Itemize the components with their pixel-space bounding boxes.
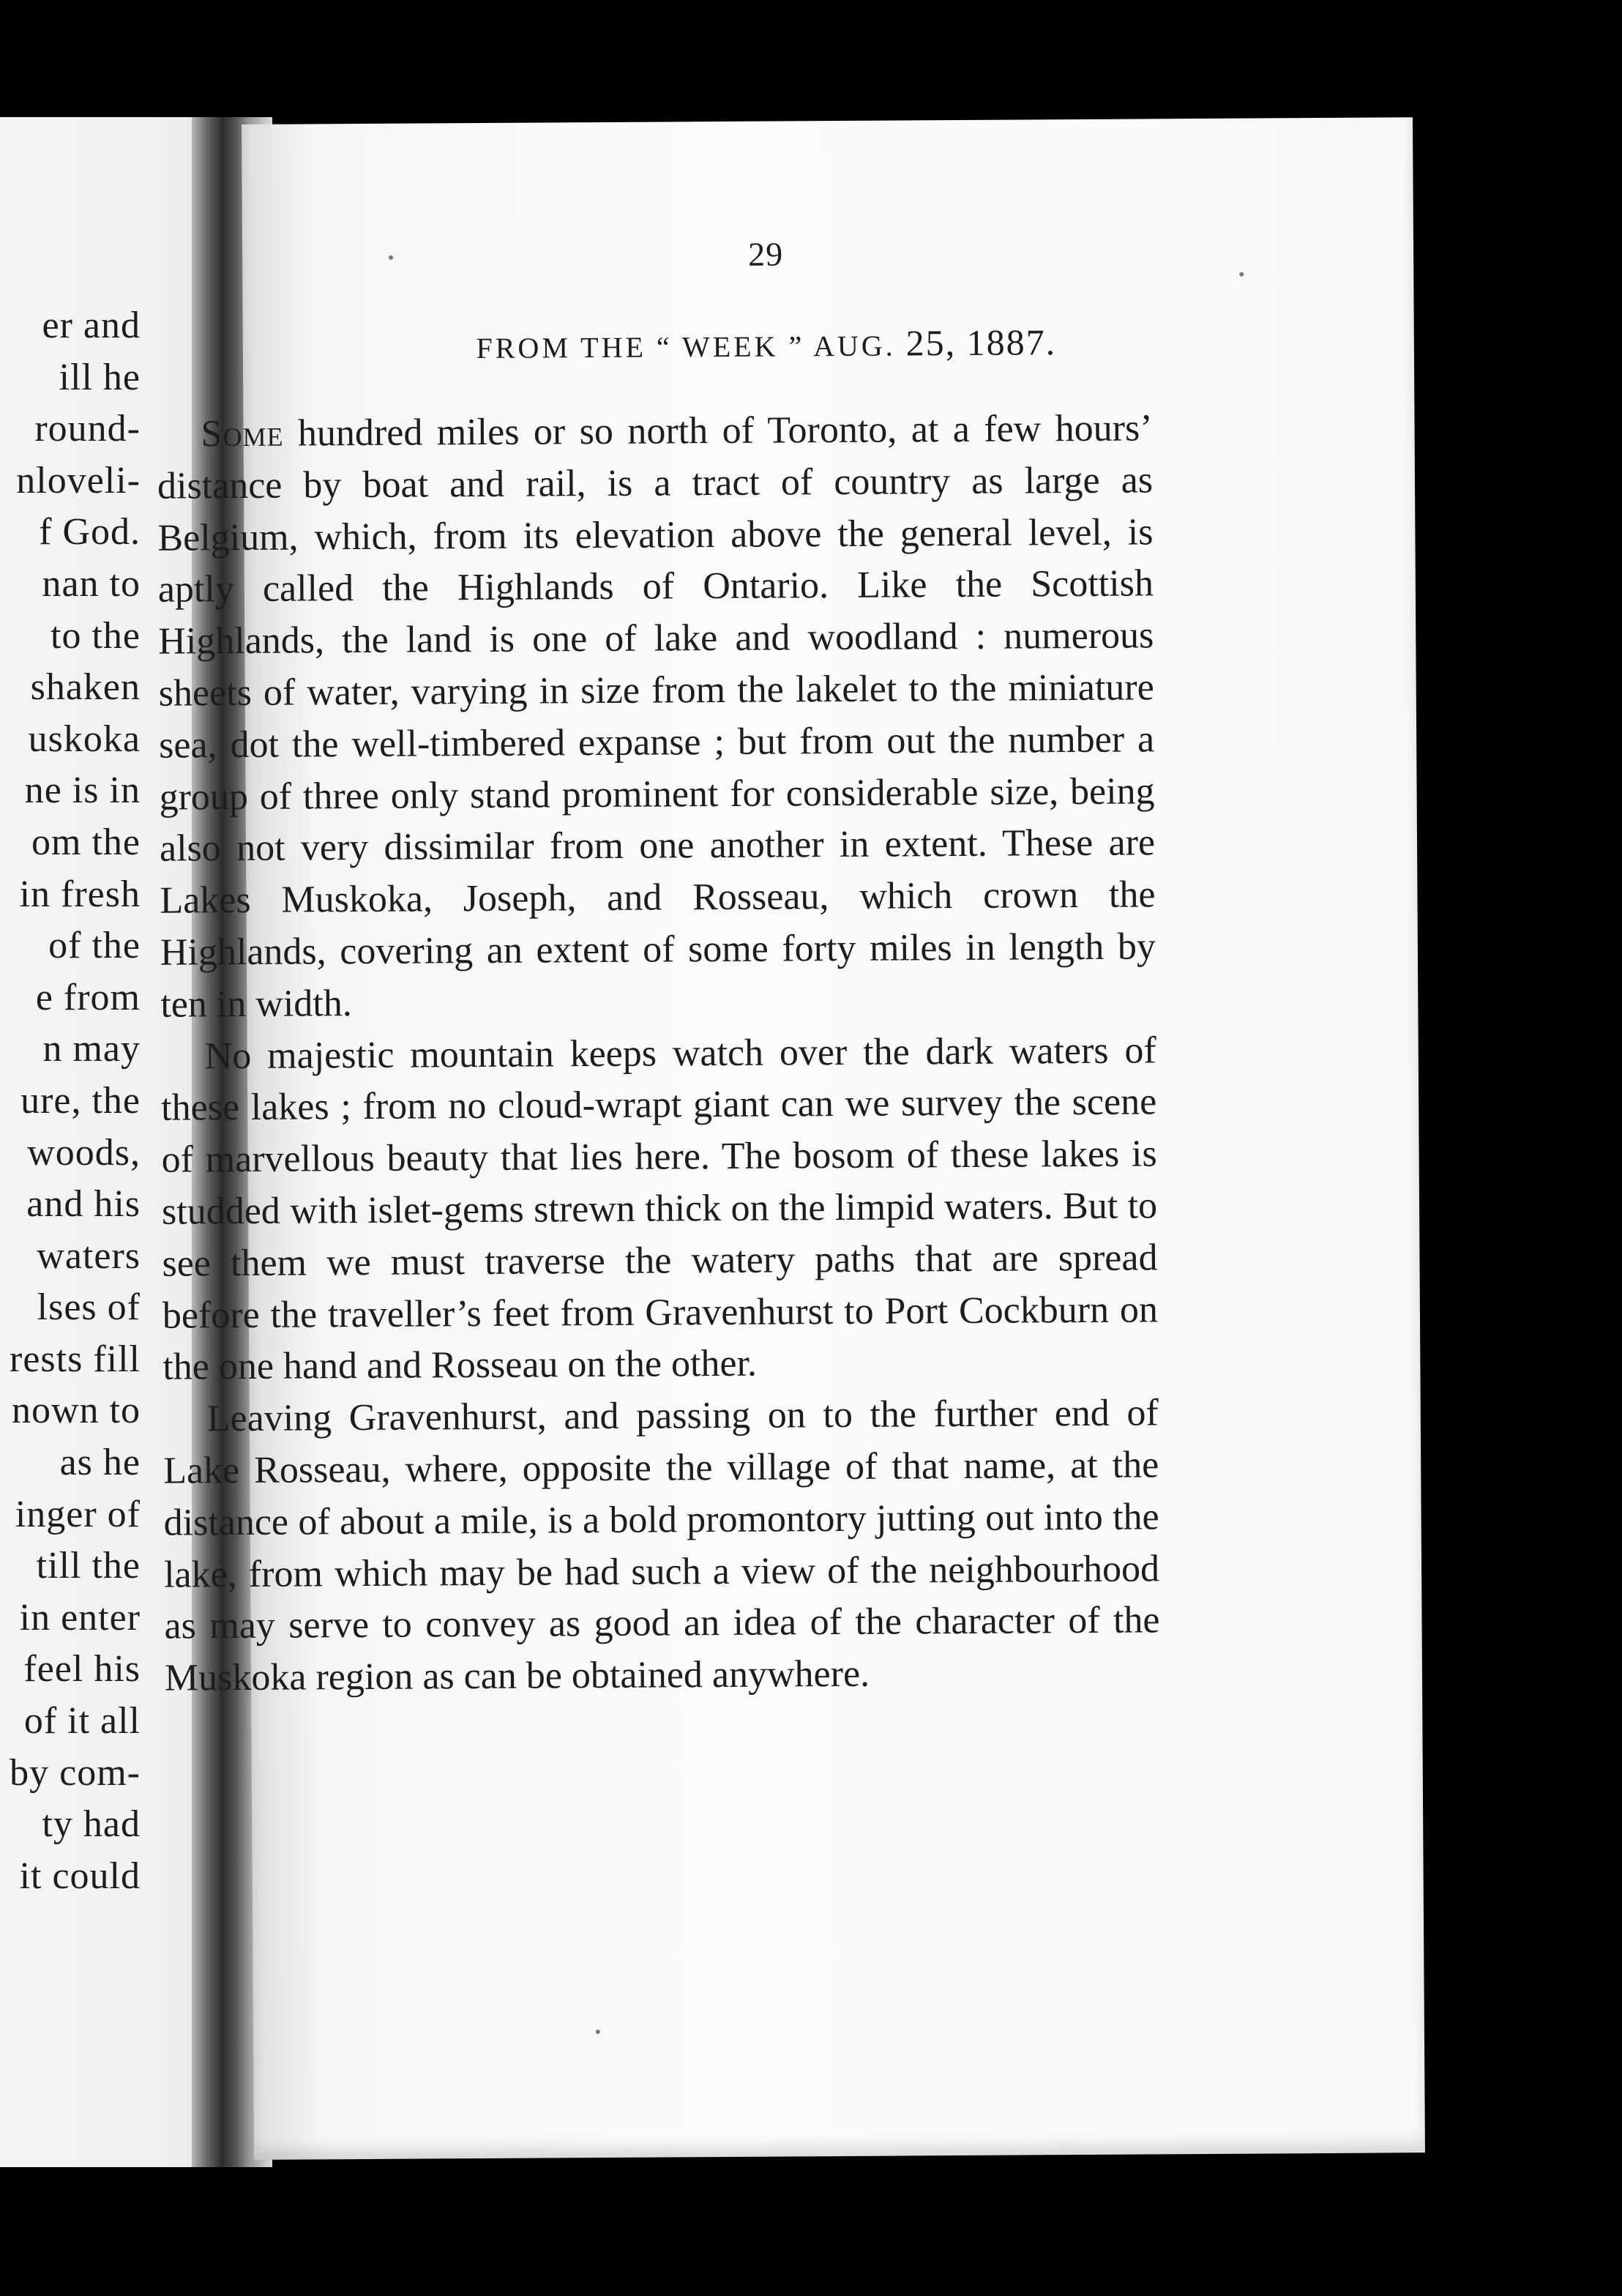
dust-speck xyxy=(1239,272,1244,277)
paragraph-text: hundred miles or so north of Toronto, at a few hours’ distance by boat and rail, is a tract of country as large as Belgium, which, from its elevation above the general level, is aptly called the Highlands of Ontario. Like the Scottish Highlands, the land is one of lake and woodland : numerous sheets of water, varying in size from the lakelet to the miniature sea, dot the well-timbered expanse ; but from out the number a group of three only stand prominent for considerable size, being also not very dissimilar from one another in extent. These are Lakes Muskoka, Joseph, and Rosseau, which crown the Highlands, covering an extent of some forty miles in length by ten in width. xyxy=(157,407,1156,1026)
paragraph xyxy=(163,1388,1161,1705)
left-line: feel his xyxy=(23,1648,141,1691)
left-line: er and xyxy=(42,305,141,346)
article-header xyxy=(243,319,1290,368)
left-line: and his xyxy=(26,1183,141,1226)
left-line: rests fill xyxy=(10,1338,141,1380)
left-line: ill he xyxy=(59,356,141,398)
paragraph-text: No majestic mountain keeps watch over the dark waters of these lakes ; from no cloud-wrapt giant can we survey the scene of marvellous beauty that lies here. The bosom of these lakes is studded with islet-gems strewn thick on the limpid waters. But to see them we must traverse the watery paths that are spread before the traveller’s feet from Gravenhurst to Port Cockburn on the one hand and Rosseau on the other. xyxy=(161,1029,1159,1389)
paragraph xyxy=(157,403,1156,1031)
left-line: om the xyxy=(31,821,141,863)
left-line: nown to xyxy=(12,1390,141,1432)
left-line: as he xyxy=(59,1442,141,1484)
left-line: of it all xyxy=(23,1700,141,1742)
dust-speck xyxy=(596,2029,600,2034)
dust-speck xyxy=(389,256,393,260)
left-line: round- xyxy=(34,408,141,450)
paragraph-text: Leaving Gravenhurst, and passing on to the further end of Lake Rosseau, where, opposite the village of that name, at the distance of about a mile, is a bold promontory jutting out into the lake, from which may be had such a view of the neighbourhood as may serve to convey as good an idea of the character of the Muskoka region as can be obtained anywhere. xyxy=(163,1392,1160,1699)
left-line: n may xyxy=(42,1028,141,1070)
left-line: by com- xyxy=(10,1751,141,1794)
left-line: lses of xyxy=(37,1286,141,1329)
right-page xyxy=(157,117,1425,2160)
left-line: shaken xyxy=(30,666,141,709)
article-header-date: 25, 1887. xyxy=(905,321,1057,364)
paragraph-lead: Some xyxy=(201,412,284,455)
left-line: nan to xyxy=(42,562,141,605)
left-line: uskoka xyxy=(28,718,141,760)
article-body xyxy=(157,403,1160,1704)
left-line: of the xyxy=(48,925,141,967)
left-line: in enter xyxy=(19,1596,141,1639)
left-line: inger of xyxy=(15,1493,141,1535)
left-line: it could xyxy=(19,1855,141,1897)
left-line: ne is in xyxy=(24,769,141,812)
left-line: in fresh xyxy=(19,873,141,915)
left-line: f God. xyxy=(39,511,141,554)
left-line: ure, the xyxy=(20,1079,141,1122)
page-number: 29 xyxy=(747,235,784,273)
left-line: nloveli- xyxy=(16,459,141,502)
left-line: woods, xyxy=(27,1131,141,1174)
left-line: till the xyxy=(36,1545,141,1587)
left-page-text xyxy=(1,300,141,1902)
left-line: to the xyxy=(51,614,141,657)
left-line: waters xyxy=(37,1234,141,1277)
paragraph xyxy=(161,1025,1159,1394)
left-line: e from xyxy=(35,976,141,1018)
article-header-source: FROM THE “ WEEK ” AUG. xyxy=(476,329,896,365)
left-line: ty had xyxy=(42,1803,141,1846)
